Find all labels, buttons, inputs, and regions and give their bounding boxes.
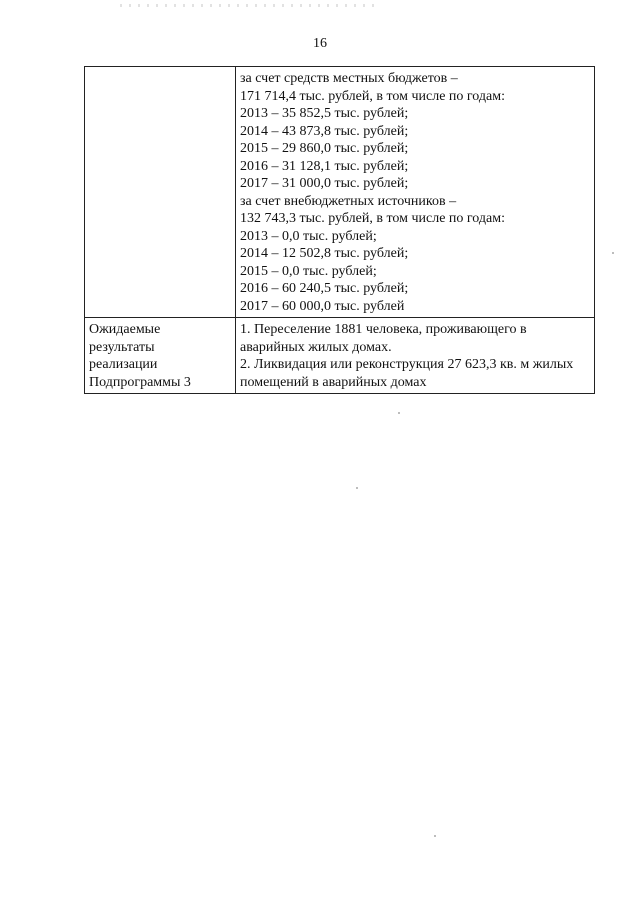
expected-results (236, 318, 595, 394)
funding-line: 2017 – 60 000,0 тыс. рублей (240, 298, 405, 314)
row-label-expected-results: Ожидаемые результаты реализации Подпрограммы 3 (85, 318, 236, 394)
result-item: 1. Переселение 1881 человека, проживающего в аварийных жилых домах. (240, 322, 527, 355)
scan-dot (398, 412, 400, 414)
table-row-funding (85, 67, 595, 318)
funding-line: за счет внебюджетных источников – (240, 193, 457, 209)
funding-line: 2016 – 60 240,5 тыс. рублей; (240, 281, 409, 296)
scan-dot (612, 252, 614, 254)
scan-dot (356, 487, 358, 489)
funding-line: 132 743,3 тыс. рублей, в том числе по годам: (240, 211, 505, 226)
result-item: 2. Ликвидация или реконструкция 27 623,3 кв. м жилых помещений в аварийных домах (240, 357, 574, 390)
funding-line: 2015 – 29 860,0 тыс. рублей; (240, 141, 409, 156)
funding-line: 2014 – 43 873,8 тыс. рублей; (240, 123, 409, 139)
funding-line: за счет средств местных бюджетов – (240, 71, 458, 86)
funding-table (84, 66, 595, 394)
funding-line: 2013 – 35 852,5 тыс. рублей; (240, 106, 409, 121)
table-row-results (85, 318, 595, 394)
funding-line: 2013 – 0,0 тыс. рублей; (240, 228, 377, 244)
page-number: 16 (313, 36, 327, 51)
funding-line: 171 714,4 тыс. рублей, в том числе по годам: (240, 88, 505, 104)
funding-details (236, 67, 595, 318)
scan-artifact (120, 4, 380, 7)
funding-line: 2014 – 12 502,8 тыс. рублей; (240, 246, 409, 261)
scan-dot (434, 835, 436, 837)
funding-line: 2017 – 31 000,0 тыс. рублей; (240, 176, 409, 191)
funding-line: 2015 – 0,0 тыс. рублей; (240, 263, 377, 279)
row-label-empty (85, 67, 236, 318)
funding-line: 2016 – 31 128,1 тыс. рублей; (240, 158, 409, 174)
